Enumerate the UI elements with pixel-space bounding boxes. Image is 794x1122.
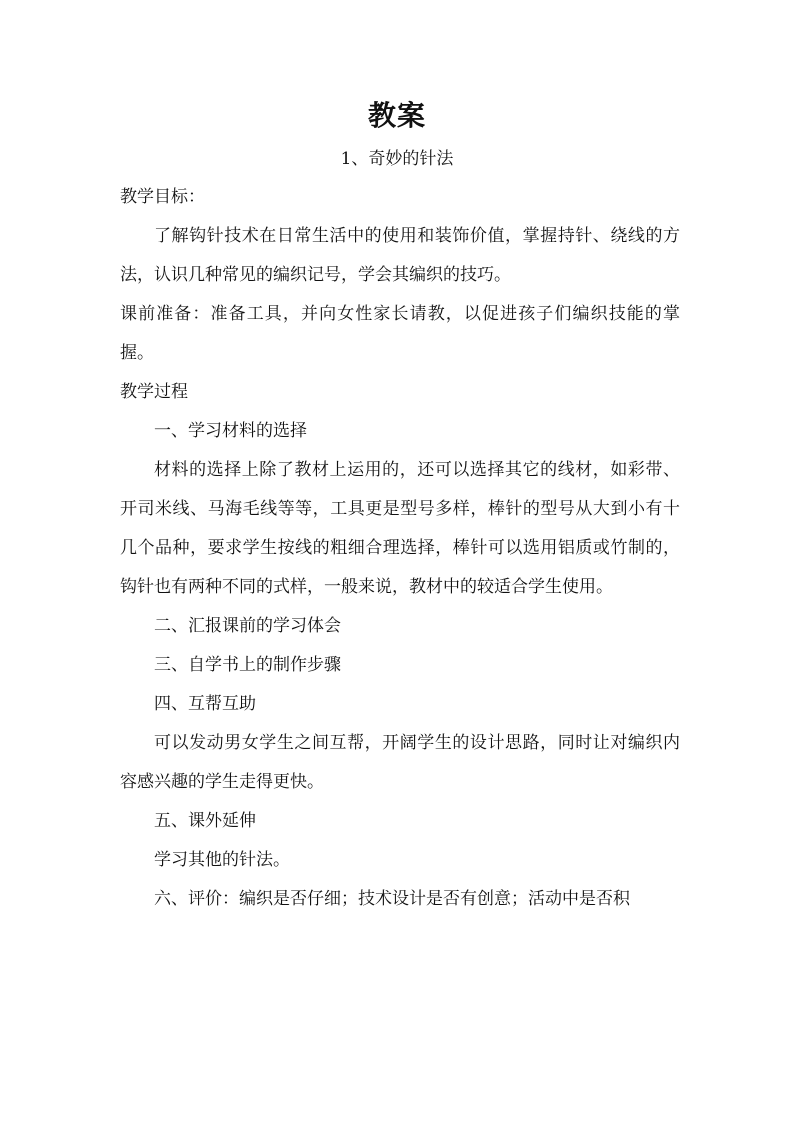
paragraph-goals: 了解钩针技术在日常生活中的使用和装饰价值，掌握持针、绕线的方法，认识几种常见的编织记号，学会其编织的技巧。 — [120, 226, 680, 285]
paragraph-materials: 材料的选择上除了教材上运用的，还可以选择其它的线材，如彩带、开司米线、马海毛线等等，工具更是型号多样，棒针的型号从大到小有十几个品种，要求学生按线的粗细合理选择，棒针可以选用铝质或竹制的，钩针也有两种不同的式样，一般来说，教材中的较适合学生使用。 — [120, 460, 680, 597]
document-body — [120, 178, 680, 919]
step-heading-5: 五、课外延伸 — [154, 811, 256, 831]
step-heading-4: 四、互帮互助 — [154, 694, 256, 714]
section-heading-process: 教学过程 — [120, 382, 188, 402]
lesson-subtitle: 1、奇妙的针法 — [340, 149, 454, 169]
step-heading-1: 一、学习材料的选择 — [154, 421, 307, 441]
paragraph-extension: 学习其他的针法。 — [154, 850, 290, 870]
page-title: 教案 — [367, 99, 426, 132]
step-heading-6: 六、评价：编织是否仔细；技术设计是否有创意；活动中是否积 — [154, 889, 630, 909]
step-heading-2: 二、汇报课前的学习体会 — [154, 616, 341, 636]
step-heading-3: 三、自学书上的制作步骤 — [154, 655, 341, 675]
paragraph-preparation: 课前准备：准备工具，并向女性家长请教，以促进孩子们编织技能的掌握。 — [120, 304, 680, 363]
section-heading-goals: 教学目标： — [120, 187, 205, 207]
paragraph-mutual-help: 可以发动男女学生之间互帮，开阔学生的设计思路，同时让对编织内容感兴趣的学生走得更快。 — [120, 733, 680, 792]
